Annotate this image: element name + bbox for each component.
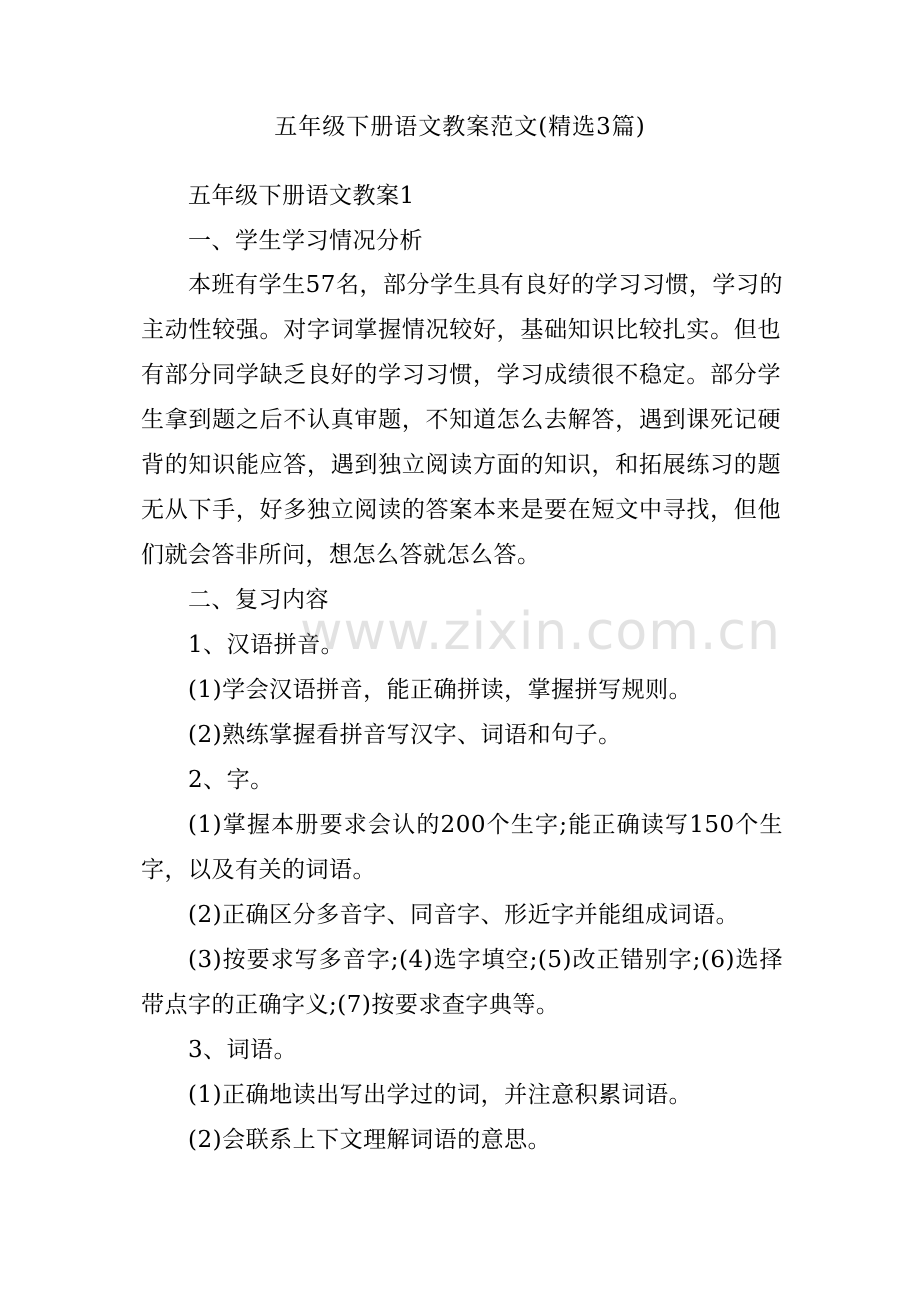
paragraph-line: 无从下手，好多独立阅读的答案本来是要在短文中寻找，但他 <box>141 497 781 523</box>
list-item: (2)会联系上下文理解词语的意思。 <box>188 1127 552 1153</box>
document-title: 五年级下册语文教案范文(精选3篇) <box>274 114 646 140</box>
paragraph-line: 主动性较强。对字词掌握情况较好，基础知识比较扎实。但也 <box>141 317 781 343</box>
list-item: (2)熟练掌握看拼音写汉字、词语和句子。 <box>188 722 622 748</box>
paragraph-line: 有部分同学缺乏良好的学习习惯，学习成绩很不稳定。部分学 <box>141 362 781 388</box>
section-heading: 一、学生学习情况分析 <box>188 228 423 254</box>
list-item: (2)正确区分多音字、同音字、形近字并能组成词语。 <box>188 902 740 928</box>
subsection-heading: 2、字。 <box>188 767 274 793</box>
paragraph-line: 生拿到题之后不认真审题，不知道怎么去解答，遇到课死记硬 <box>141 407 781 433</box>
subsection-heading: 1、汉语拼音。 <box>188 632 345 658</box>
section-heading: 五年级下册语文教案1 <box>188 183 415 209</box>
paragraph-line: 本班有学生57名，部分学生具有良好的学习习惯，学习的 <box>188 272 783 298</box>
list-item: (3)按要求写多音字;(4)选字填空;(5)改正错别字;(6)选择 <box>188 947 783 973</box>
watermark: www.zixin.com.cn <box>300 602 781 662</box>
section-heading: 二、复习内容 <box>188 587 329 613</box>
subsection-heading: 3、词语。 <box>188 1037 298 1063</box>
paragraph-line: 背的知识能应答，遇到独立阅读方面的知识，和拓展练习的题 <box>141 452 781 478</box>
list-item: 字，以及有关的词语。 <box>141 857 376 883</box>
list-item: 带点字的正确字义;(7)按要求查字典等。 <box>141 992 560 1018</box>
list-item: (1)学会汉语拼音，能正确拼读，掌握拼写规则。 <box>188 677 693 703</box>
paragraph-line: 们就会答非所问，想怎么答就怎么答。 <box>141 542 541 568</box>
list-item: (1)掌握本册要求会认的200个生字;能正确读写150个生 <box>188 812 783 838</box>
list-item: (1)正确地读出写出学过的词，并注意积累词语。 <box>188 1082 693 1108</box>
